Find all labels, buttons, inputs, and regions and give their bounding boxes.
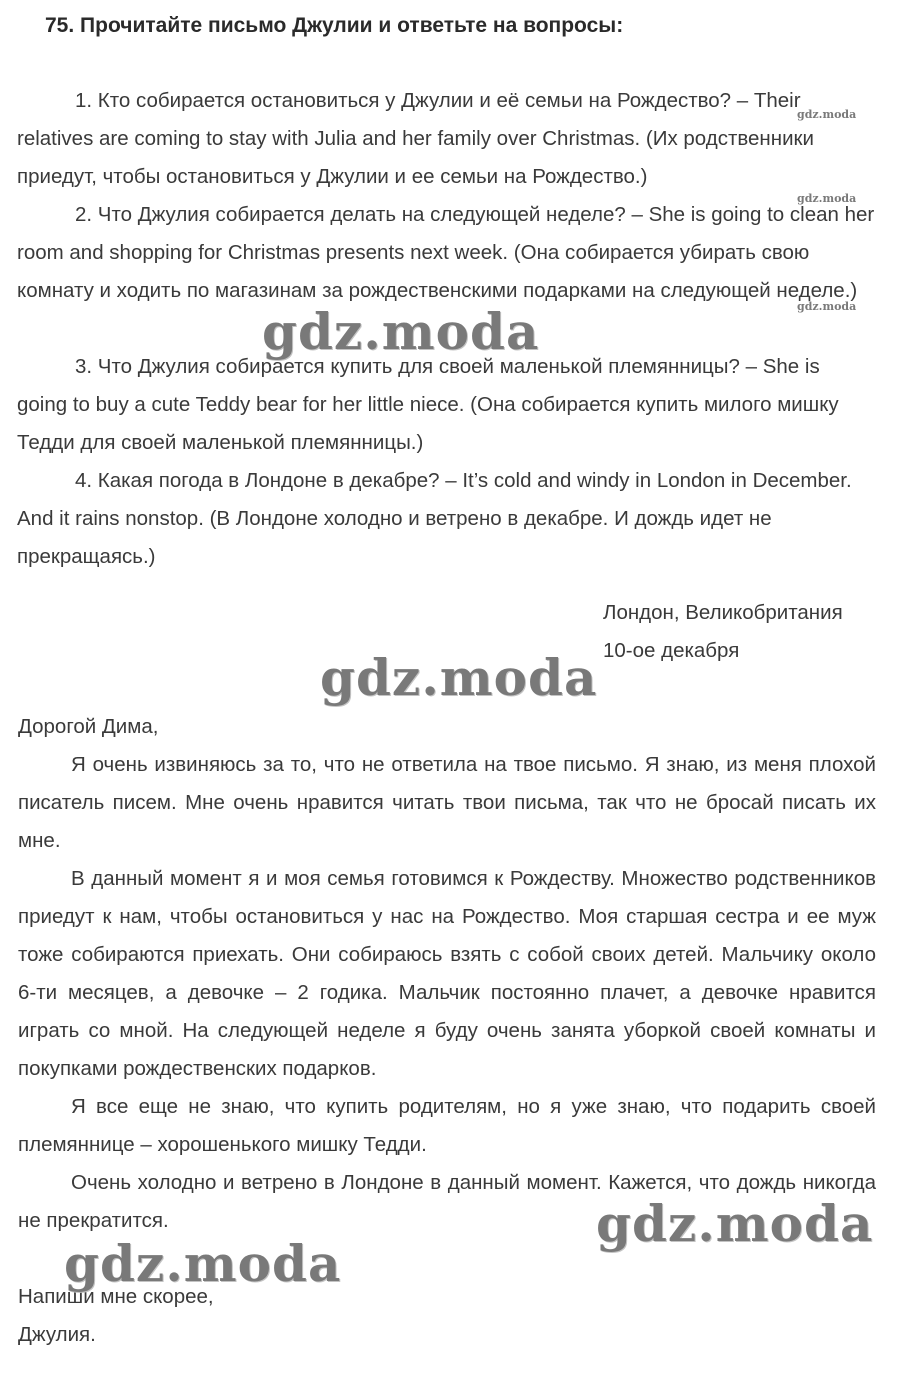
letter-date: 10-ое декабря: [603, 639, 740, 662]
letter-paragraph-4: Очень холодно и ветрено в Лондоне в данный момент. Кажется, что дождь никогда не прекратится.: [18, 1171, 876, 1232]
question-answer-3: 3. Что Джулия собирается купить для своей маленькой племянницы? – She is going to buy a cute Teddy bear for her little niece. (Она собирается купить милого мишку Тедди для своей маленькой племянницы.): [17, 355, 839, 454]
letter-signature: Джулия.: [18, 1323, 96, 1346]
watermark-small-3: gdz.moda: [797, 300, 857, 313]
letter-closing: Напиши мне скорее,: [18, 1285, 214, 1308]
letter-address-city: Лондон, Великобритания: [603, 601, 843, 624]
watermark-large-4: gdz.moda: [64, 1234, 342, 1293]
letter-greeting: Дорогой Дима,: [18, 715, 159, 738]
watermark-large-3: gdz.moda: [596, 1194, 874, 1253]
letter-paragraph-3: Я все еще не знаю, что купить родителям, но я уже знаю, что подарить своей племяннице – хорошенького мишку Тедди.: [18, 1095, 876, 1156]
watermark-small-1: gdz.moda: [797, 108, 857, 121]
watermark-small-2: gdz.moda: [797, 192, 857, 205]
exercise-title: 75. Прочитайте письмо Джулии и ответьте на вопросы:: [45, 14, 624, 37]
watermark-large-1: gdz.moda: [262, 302, 540, 361]
question-answer-4: 4. Какая погода в Лондоне в декабре? – It’s cold and windy in London in December. And it rains nonstop. (В Лондоне холодно и ветрено в декабре. И дождь идет не прекращаясь.): [17, 469, 852, 568]
question-answer-1: 1. Кто собирается остановиться у Джулии и её семьи на Рождество? – Their relatives are coming to stay with Julia and her family over Christmas. (Их родственники приедут, чтобы остановиться у Джулии и ее семьи на Рождество.): [17, 89, 814, 188]
watermark-large-2: gdz.moda: [320, 648, 598, 707]
letter-paragraph-2: В данный момент я и моя семья готовимся к Рождеству. Множество родственников приедут к нам, чтобы остановиться у нас на Рождество. Моя старшая сестра и ее муж тоже собираются приехать. Они собираюсь взять с собой своих детей. Мальчику около 6-ти месяцев, а девочке – 2 годика. Мальчик постоянно плачет, а девочке нравится играть со мной. На следующей неделе я буду очень занята уборкой своей комнаты и покупками рождественских подарков.: [18, 867, 876, 1080]
question-answer-2: 2. Что Джулия собирается делать на следующей неделе? – She is going to clean her room and shopping for Christmas presents next week. (Она собирается убирать свою комнату и ходить по магазинам за рождественскими подарками на следующей неделе.): [17, 203, 875, 302]
letter-paragraph-1: Я очень извиняюсь за то, что не ответила на твое письмо. Я знаю, из меня плохой писатель писем. Мне очень нравится читать твои письма, так что не бросай писать их мне.: [18, 753, 876, 852]
